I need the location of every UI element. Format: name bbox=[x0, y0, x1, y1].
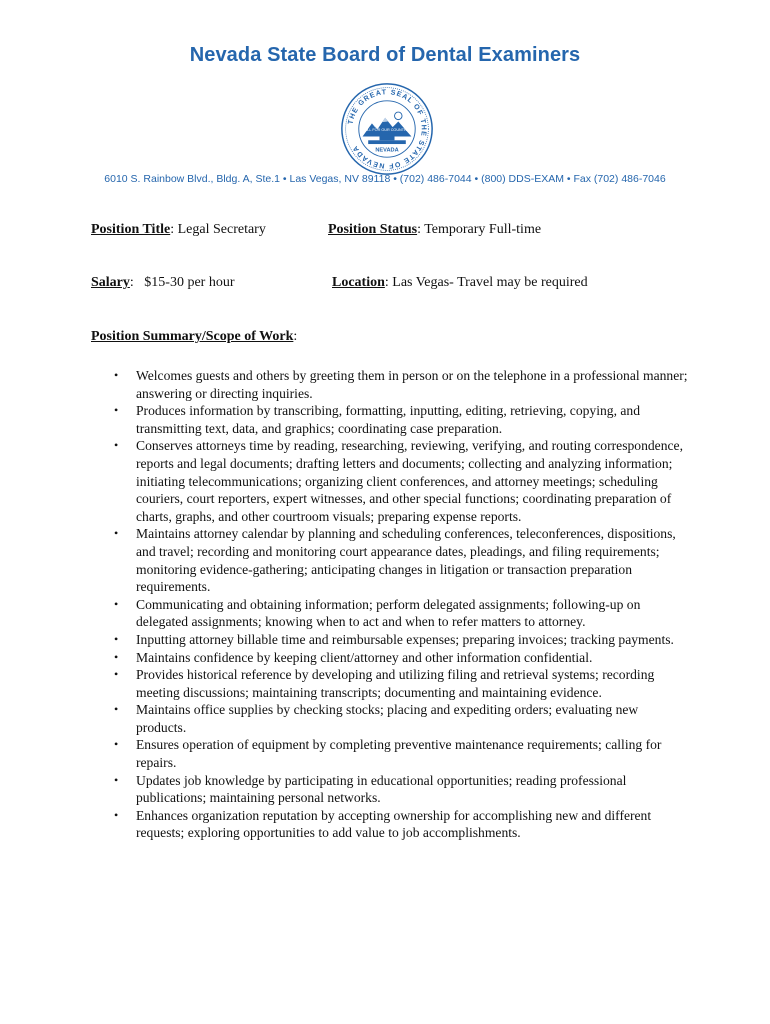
svg-text:THE GREAT SEAL OF THE STATE OF: THE GREAT SEAL OF THE STATE OF NEVADA bbox=[347, 89, 427, 169]
duties-list bbox=[91, 367, 691, 842]
position-title bbox=[91, 222, 266, 238]
state-seal-icon bbox=[340, 82, 434, 176]
list-item: • Maintains attorney calendar by planning and scheduling conferences, teleconferences, dispositions, and travel; recording and monitoring court appearance dates, pleadings, and filing requirements; monitoring evidence-gathering; anticipating changes in litigation or transaction preparation requirements. bbox=[91, 525, 691, 595]
location-label: Location bbox=[332, 275, 385, 290]
position-title-value: : Legal Secretary bbox=[170, 222, 266, 237]
list-item: • Produces information by transcribing, formatting, inputting, editing, retrieving, copying, and transmitting text, data, and graphics; coordinating case preparation. bbox=[91, 402, 691, 437]
contact-address: 6010 S. Rainbow Blvd., Bldg. A, Ste.1 • Las Vegas, NV 89118 • (702) 486-7044 • (800) DDS-EXAM • Fax (702) 486-7046 bbox=[104, 173, 666, 185]
location bbox=[332, 275, 588, 291]
list-item: • Maintains confidence by keeping client/attorney and other information confidential. bbox=[91, 649, 691, 667]
list-item: • Provides historical reference by developing and utilizing filing and retrieval systems; recording meeting discussions; maintaining transcripts; documenting and maintaining evidence. bbox=[91, 666, 691, 701]
location-value: : Las Vegas- Travel may be required bbox=[384, 275, 588, 290]
list-item: • Communicating and obtaining information; perform delegated assignments; following-up on delegated assignments; knowing when to act and when to refer matters to attorney. bbox=[91, 596, 691, 631]
position-status bbox=[328, 222, 541, 238]
salary-label: Salary bbox=[91, 275, 130, 290]
org-title: Nevada State Board of Dental Examiners bbox=[189, 44, 581, 66]
summary-heading-label: Position Summary/Scope of Work bbox=[91, 329, 294, 344]
svg-text:ALL FOR OUR COUNTRY: ALL FOR OUR COUNTRY bbox=[364, 127, 410, 132]
salary-value: : $15-30 per hour bbox=[129, 275, 235, 290]
list-item: • Inputting attorney billable time and reimbursable expenses; preparing invoices; tracking payments. bbox=[91, 631, 691, 649]
summary-heading-suffix: : bbox=[293, 329, 298, 344]
position-status-label: Position Status bbox=[328, 222, 418, 237]
list-item: • Enhances organization reputation by accepting ownership for accomplishing new and different requests; exploring opportunities to add value to job accomplishments. bbox=[91, 807, 691, 842]
salary bbox=[91, 275, 234, 291]
list-item: • Welcomes guests and others by greeting them in person or on the telephone in a professional manner; answering or directing inquiries. bbox=[91, 367, 691, 402]
list-item: • Conserves attorneys time by reading, researching, reviewing, verifying, and routing correspondence, reports and legal documents; drafting letters and documents; collecting and analyzing information; initiating telecommunications; organizing client conferences, and attorney meetings; scheduling couriers, court reporters, expert witnesses, and other special functions; coordinating preparation of charts, graphs, and other courtroom visuals; preparing expense reports. bbox=[91, 437, 691, 525]
svg-text:NEVADA: NEVADA bbox=[375, 147, 399, 154]
position-title-label: Position Title bbox=[91, 222, 171, 237]
list-item: • Ensures operation of equipment by completing preventive maintenance requirements; calling for repairs. bbox=[91, 736, 691, 771]
list-item: • Updates job knowledge by participating in educational opportunities; reading professional publications; maintaining personal networks. bbox=[91, 772, 691, 807]
list-item: • Maintains office supplies by checking stocks; placing and expediting orders; evaluating new products. bbox=[91, 701, 691, 736]
position-status-value: : Temporary Full-time bbox=[417, 222, 542, 237]
summary-heading bbox=[91, 329, 297, 345]
